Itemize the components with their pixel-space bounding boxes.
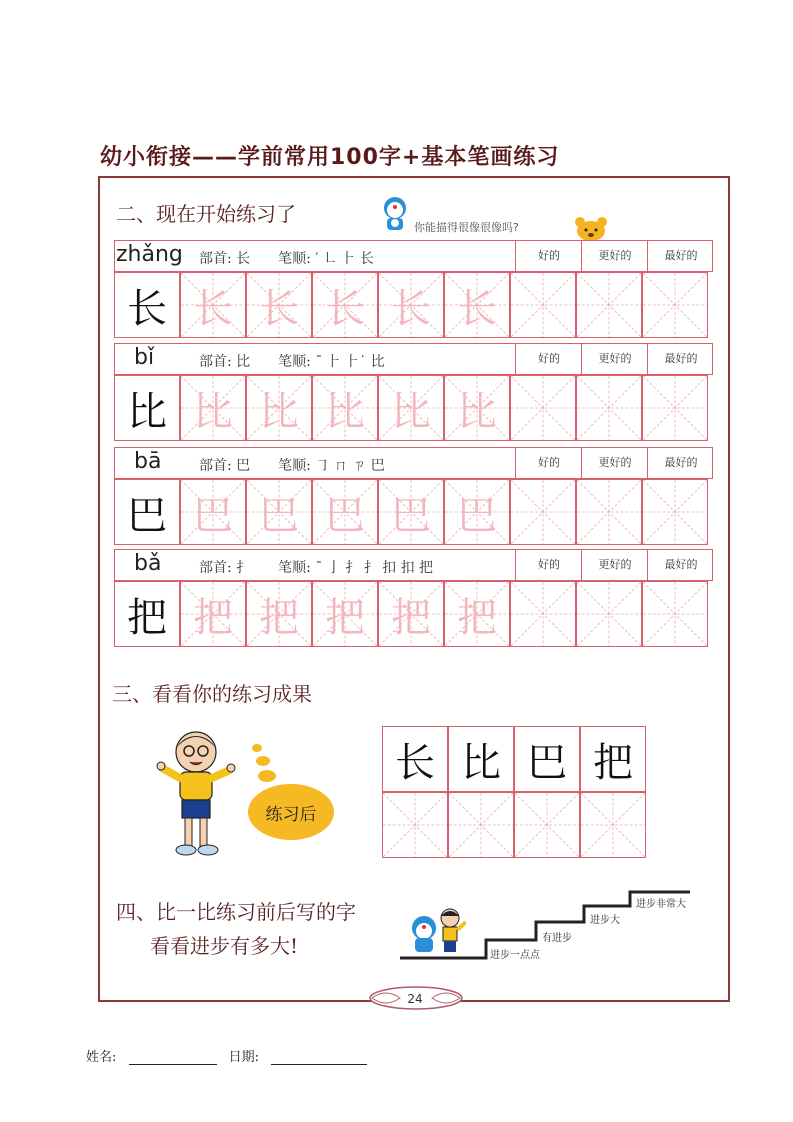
- name-field[interactable]: [129, 1050, 217, 1065]
- rating-label: 好的: [515, 343, 582, 375]
- result-practice-cell[interactable]: [580, 792, 646, 858]
- practice-cell[interactable]: [576, 272, 642, 338]
- rating-label: 最好的: [647, 549, 714, 581]
- rating-label: 更好的: [581, 343, 648, 375]
- section4-heading: 四、比一比练习前后写的字: [116, 900, 356, 924]
- stair-label: 有进步: [542, 933, 572, 944]
- pinyin-label: bā: [134, 449, 162, 474]
- trace-cell[interactable]: [180, 581, 246, 647]
- trace-char: 比: [259, 388, 299, 435]
- footer: [86, 1046, 367, 1065]
- result-row: [382, 726, 646, 792]
- trace-cell[interactable]: [444, 479, 510, 545]
- thought-dot: [256, 756, 270, 766]
- trace-char: 长: [325, 285, 365, 332]
- model-char-cell: [114, 375, 180, 441]
- trace-cell[interactable]: [378, 479, 444, 545]
- result-char: 巴: [527, 739, 567, 786]
- practice-cell[interactable]: [510, 272, 576, 338]
- after-practice-bubble: 练习后: [248, 784, 334, 840]
- result-practice-cell[interactable]: [382, 792, 448, 858]
- result-char: 比: [461, 739, 501, 786]
- stroke-order-label: 笔顺: ′ ㇗ ⺊ 长: [278, 251, 374, 267]
- practice-cell[interactable]: [642, 272, 708, 338]
- result-practice-cell[interactable]: [448, 792, 514, 858]
- stroke-order-label: 笔顺: ˉ ⺊ ⺊˙ 比: [278, 354, 385, 370]
- model-char-cell: [114, 581, 180, 647]
- rating-label: 最好的: [647, 447, 714, 479]
- thought-dot: [258, 770, 276, 782]
- doraemon-icon: [382, 196, 408, 232]
- trace-char: 比: [193, 388, 233, 435]
- practice-grid-row: [114, 581, 708, 647]
- trace-char: 长: [457, 285, 497, 332]
- model-char: 长: [127, 285, 167, 332]
- trace-cell[interactable]: [312, 581, 378, 647]
- trace-cell[interactable]: [180, 272, 246, 338]
- practice-grid-row: [114, 479, 708, 545]
- thought-dot: [252, 744, 262, 752]
- pinyin-label: bǎ: [134, 551, 162, 576]
- pinyin-label: bǐ: [134, 345, 155, 370]
- practice-grid-row: [114, 375, 708, 441]
- radical-label: 部首: 扌: [199, 560, 251, 576]
- stroke-order-label: 笔顺: ㇆ ㄇ ㄗ 巴: [278, 458, 385, 474]
- page-title: 幼小衔接——学前常用100字+基本笔画练习: [100, 145, 560, 170]
- result-char-cell: [382, 726, 448, 792]
- model-char: 比: [127, 388, 167, 435]
- trace-char: 比: [457, 388, 497, 435]
- practice-cell[interactable]: [576, 375, 642, 441]
- practice-cell[interactable]: [576, 581, 642, 647]
- section4-subheading: 看看进步有多大!: [150, 934, 299, 958]
- practice-cell[interactable]: [642, 479, 708, 545]
- trace-char: 巴: [457, 492, 497, 539]
- trace-cell[interactable]: [444, 272, 510, 338]
- rating-label: 好的: [515, 447, 582, 479]
- practice-cell[interactable]: [642, 581, 708, 647]
- model-char: 巴: [127, 492, 167, 539]
- model-char: 把: [127, 594, 167, 641]
- model-char-cell: [114, 479, 180, 545]
- trace-char: 把: [259, 594, 299, 641]
- page-number: 24: [407, 992, 423, 1006]
- trace-char: 长: [391, 285, 431, 332]
- trace-cell[interactable]: [246, 272, 312, 338]
- stroke-info: [199, 557, 461, 577]
- pooh-icon: [572, 216, 610, 242]
- trace-cell[interactable]: [180, 375, 246, 441]
- practice-cell[interactable]: [576, 479, 642, 545]
- rating-label: 最好的: [647, 343, 714, 375]
- radical-label: 部首: 长: [199, 251, 251, 267]
- trace-char: 比: [325, 388, 365, 435]
- radical-label: 部首: 巴: [199, 458, 251, 474]
- trace-cell[interactable]: [444, 375, 510, 441]
- stroke-info: [199, 455, 413, 475]
- result-char-cell: [448, 726, 514, 792]
- result-row: [382, 792, 646, 858]
- pinyin-label: zhǎng: [116, 242, 183, 267]
- trace-cell[interactable]: [378, 375, 444, 441]
- name-label: 姓名:: [86, 1050, 117, 1065]
- result-char: 把: [593, 739, 633, 786]
- trace-cell[interactable]: [246, 581, 312, 647]
- trace-cell[interactable]: [378, 581, 444, 647]
- rating-label: 更好的: [581, 549, 648, 581]
- stroke-info: [199, 351, 413, 371]
- result-char-cell: [580, 726, 646, 792]
- trace-cell[interactable]: [444, 581, 510, 647]
- stair-label: 进步大: [590, 915, 620, 926]
- trace-cell[interactable]: [312, 375, 378, 441]
- trace-char: 把: [391, 594, 431, 641]
- practice-cell[interactable]: [510, 375, 576, 441]
- trace-char: 把: [193, 594, 233, 641]
- practice-cell[interactable]: [642, 375, 708, 441]
- section3-heading: 三、看看你的练习成果: [112, 682, 312, 706]
- trace-char: 巴: [193, 492, 233, 539]
- date-field[interactable]: [271, 1050, 367, 1065]
- boy-character-illustration: [156, 722, 236, 856]
- result-practice-cell[interactable]: [514, 792, 580, 858]
- date-label: 日期:: [228, 1050, 260, 1065]
- trace-cell[interactable]: [378, 272, 444, 338]
- trace-char: 把: [325, 594, 365, 641]
- practice-cell[interactable]: [510, 581, 576, 647]
- trace-char: 长: [193, 285, 233, 332]
- practice-cell[interactable]: [510, 479, 576, 545]
- trace-char: 巴: [325, 492, 365, 539]
- model-char-cell: [114, 272, 180, 338]
- rating-label: 好的: [515, 549, 582, 581]
- trace-char: 比: [391, 388, 431, 435]
- stair-label: 进步一点点: [490, 950, 540, 961]
- speech-text: 你能描得很像很像吗?: [414, 221, 519, 234]
- trace-char: 巴: [259, 492, 299, 539]
- result-char: 长: [395, 739, 435, 786]
- trace-cell[interactable]: [180, 479, 246, 545]
- trace-cell[interactable]: [246, 479, 312, 545]
- rating-label: 最好的: [647, 240, 714, 272]
- result-grid: [382, 726, 646, 858]
- stair-label: 进步非常大: [636, 899, 686, 910]
- trace-cell[interactable]: [312, 272, 378, 338]
- trace-cell[interactable]: [312, 479, 378, 545]
- rating-label: 更好的: [581, 447, 648, 479]
- trace-cell[interactable]: [246, 375, 312, 441]
- result-char-cell: [514, 726, 580, 792]
- radical-label: 部首: 比: [199, 354, 251, 370]
- practice-grid-row: [114, 272, 708, 338]
- trace-char: 巴: [391, 492, 431, 539]
- trace-char: 把: [457, 594, 497, 641]
- rating-label: 好的: [515, 240, 582, 272]
- trace-char: 长: [259, 285, 299, 332]
- stroke-order-label: 笔顺: ˉ 亅 扌 扌 扣 扣 把: [278, 560, 434, 576]
- rating-label: 更好的: [581, 240, 648, 272]
- section2-heading: 二、现在开始练习了: [116, 202, 296, 226]
- stroke-info: [199, 248, 402, 268]
